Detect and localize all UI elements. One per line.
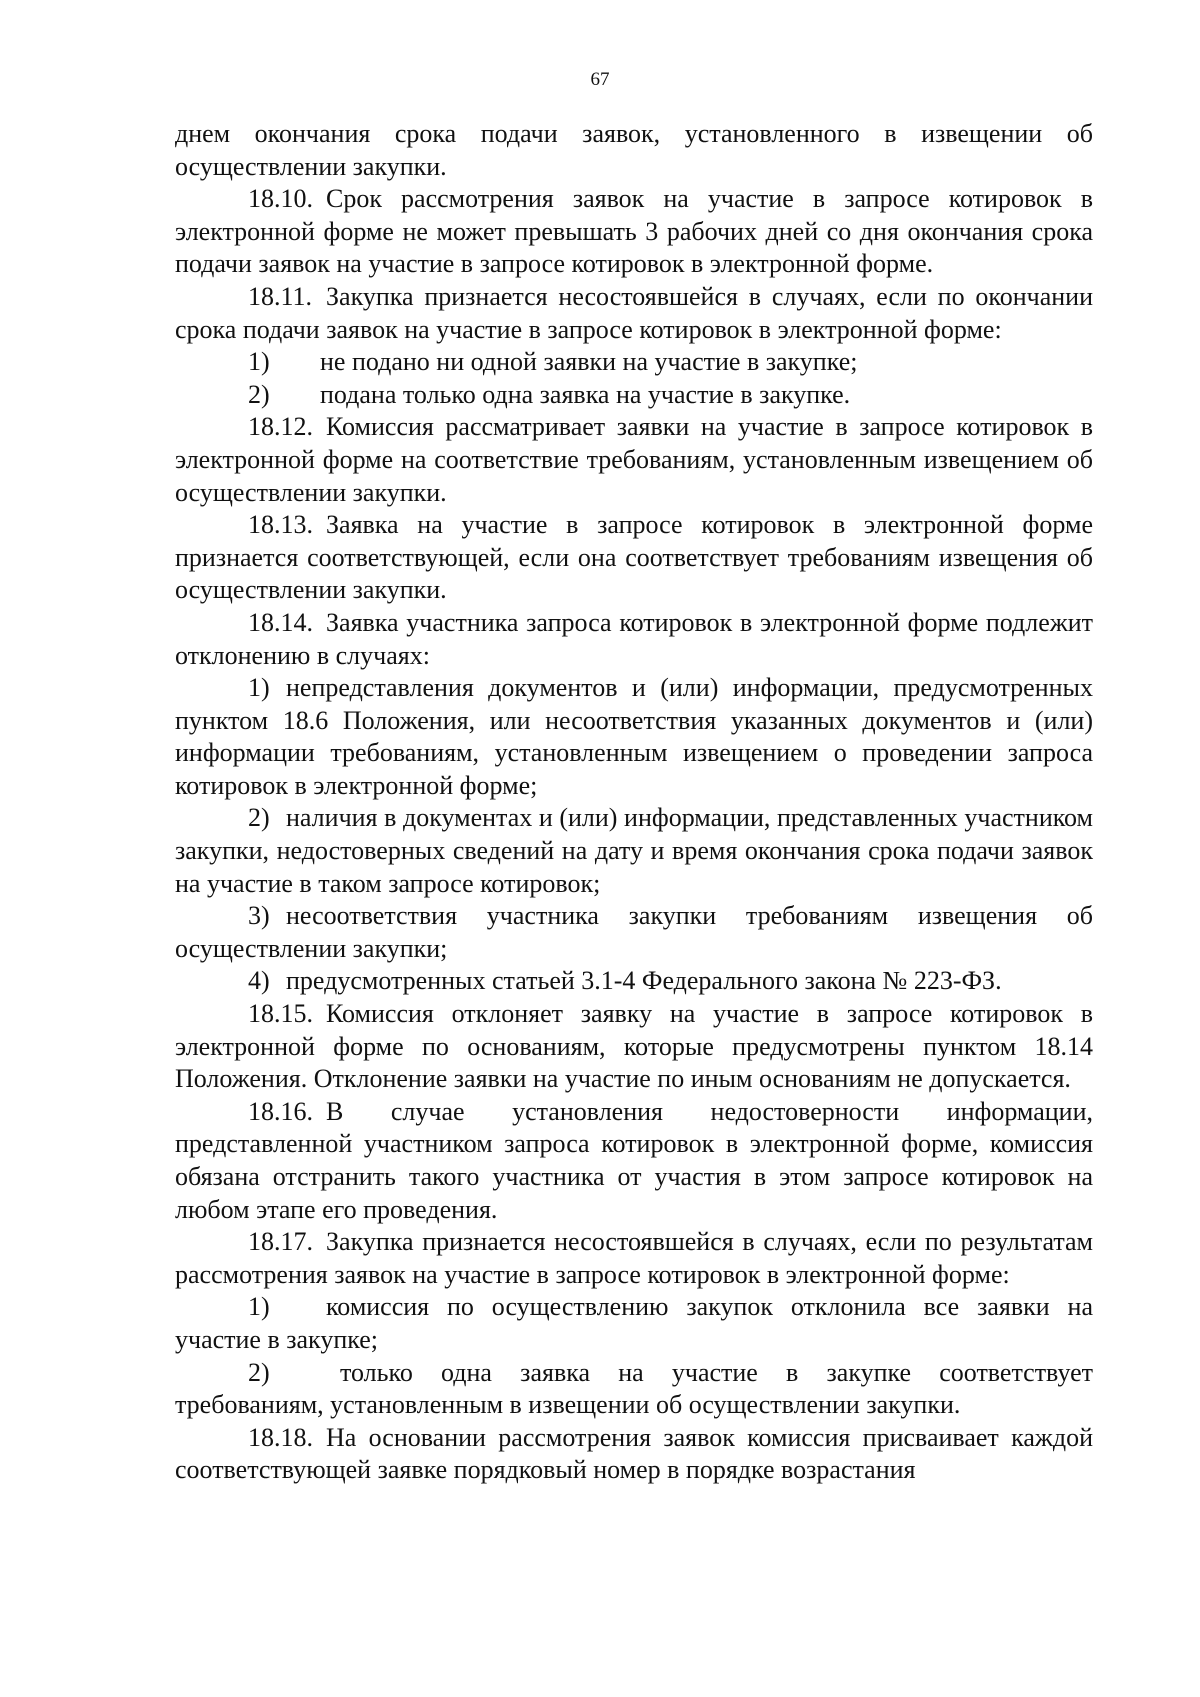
paragraph-18-17: 18.17. Закупка признается несостоявшейся в случаях, если по результатам рассмотрения заявок на участие в запросе котировок в электронной форме: [175,1227,1093,1289]
paragraph-18-12: 18.12. Комиссия рассматривает заявки на участие в запросе котировок в электронной форме на соответствие требованиям, установленным извещением об осуществлении закупки. [175,412,1093,507]
paragraph-18-11: 18.11. Закупка признается несостоявшейся в случаях, если по окончании срока подачи заявок на участие в запросе котировок в электронной форме: [175,281,1093,344]
paragraph-18-14: 18.14. Заявка участника запроса котировок в электронной форме подлежит отклонению в случаях: [175,607,1093,670]
document-body [175,118,1093,1487]
page-number: 67 [590,69,610,90]
list-item-18-11-1: 1) не подано ни одной заявки на участие в закупке; [248,347,858,377]
paragraph-18-15: 18.15. Комиссия отклоняет заявку на участие в запросе котировок в электронной форме по основаниям, которые предусмотрены пунктом 18.14 Положения. Отклонение заявки на участие по иным основаниям не допускается. [175,999,1093,1094]
paragraph-18-13: 18.13. Заявка на участие в запросе котировок в электронной форме признается соответствующей, если она соответствует требованиям извещения об осуществлении закупки. [175,510,1093,605]
paragraph-continuation: днем окончания срока подачи заявок, установленного в извещении об осуществлении закупки. [175,119,1093,181]
list-item-18-17-1: 1) комиссия по осуществлению закупок отклонила все заявки на участие в закупке; [175,1292,1093,1354]
list-item-18-11-2: 2) подана только одна заявка на участие в закупке. [248,379,851,409]
paragraph-18-16: 18.16. В случае установления недостоверности информации, представленной участником запроса котировок в электронной форме, комиссия обязана отстранить такого участника от участия в этом запросе котировок на любом этапе его проведения. [175,1096,1093,1224]
list-item-18-14-3: 3) несоответствия участника закупки требованиям извещения об осуществлении закупки; [175,901,1093,963]
paragraph-18-18: 18.18. На основании рассмотрения заявок комиссия присваивает каждой соответствующей заявке порядковый номер в порядке возрастания [175,1422,1093,1485]
list-item-18-14-2: 2) наличия в документах и (или) информации, представленных участником закупки, недостоверных сведений на дату и время окончания срока подачи заявок на участие в таком запросе котировок; [175,803,1093,898]
paragraph-18-10: 18.10. Срок рассмотрения заявок на участие в запросе котировок в электронной форме не может превышать 3 рабочих дней со дня окончания срока подачи заявок на участие в запросе котировок в электронной форме. [175,184,1093,279]
list-item-18-14-4: 4) предусмотренных статьей 3.1-4 Федерального закона № 223-ФЗ. [248,966,1002,996]
list-item-18-17-2: 2) только одна заявка на участие в закупке соответствует требованиям, установленным в извещении об осуществлении закупки. [175,1357,1093,1420]
list-item-18-14-1: 1) непредставления документов и (или) информации, предусмотренных пунктом 18.6 Положения, или несоответствия указанных документов и (или) информации требованиям, установленным извещением о проведении запроса котировок в электронной форме; [175,673,1093,800]
